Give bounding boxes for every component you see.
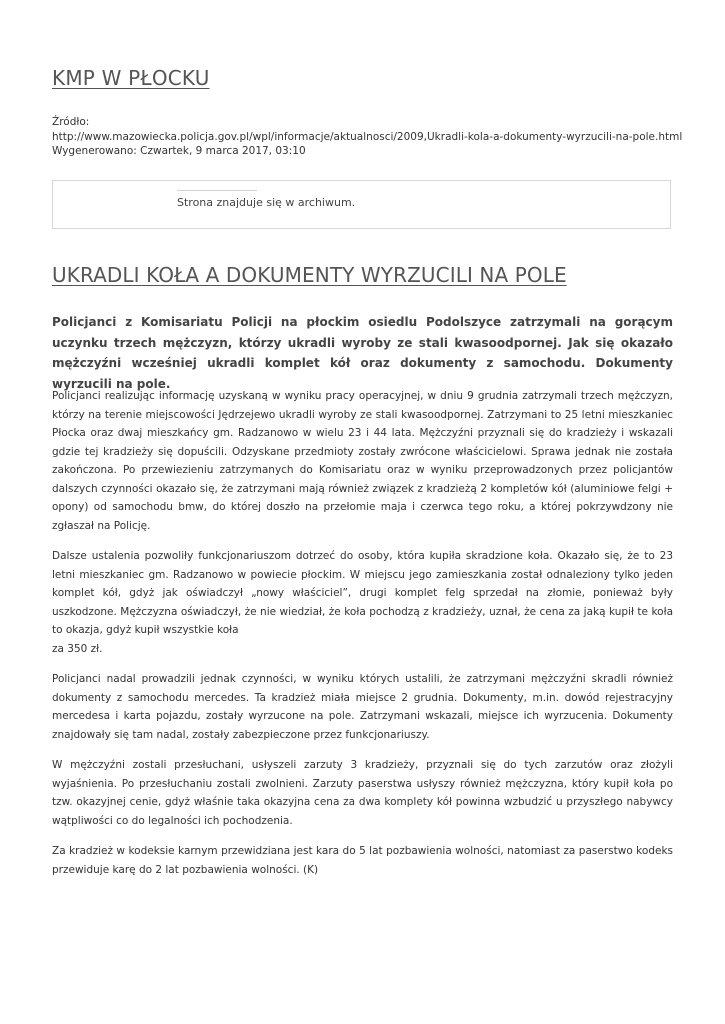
- archive-notice-box: [52, 180, 671, 229]
- generated-date: Wygenerowano: Czwartek, 9 marca 2017, 03:10: [52, 145, 306, 157]
- site-title[interactable]: KMP W PŁOCKU: [52, 66, 210, 90]
- article-body: [52, 387, 673, 891]
- paragraph: Za kradzież w kodeksie karnym przewidziana jest kara do 5 lat pozbawienia wolności, natomiast za paserstwo kodeks przewiduje karę do 2 lat pozbawienia wolności. (K): [52, 845, 673, 876]
- paragraph-price: za 350 zł.: [52, 642, 103, 655]
- paragraph: [52, 547, 673, 658]
- paragraph: W mężczyźni zostali przesłuchani, usłyszeli zarzuty 3 kradzieży, przyznali się do tych zarzutów oraz złożyli wyjaśnienia. Po przesłuchaniu zostali zwolnieni. Zarzuty paserstwa usłyszy również mężczyzna, który kupił koła po tzw. okazyjnej cenie, gdyż właśnie taka okazyjna cena za dwa komplety kół powinna wzbudzić u przyszłego nabywcy wątpliwości co do legalności ich pochodzenia.: [52, 759, 673, 827]
- article-lead: Policjanci z Komisariatu Policji na płockim osiedlu Podolszyce zatrzymali na gorącym uczynku trzech mężczyzn, którzy ukradli wyroby ze stali kwasoodpornej. Jak się okazało mężczyźni wcześniej ukradli komplet kół oraz dokumenty z samochodu. Dokumenty wyrzucili na pole.: [52, 315, 673, 391]
- article-title[interactable]: UKRADLI KOŁA A DOKUMENTY WYRZUCILI NA POLE: [52, 263, 567, 287]
- source-meta: [52, 115, 692, 159]
- source-url[interactable]: http://www.mazowiecka.policja.gov.pl/wpl/informacje/aktualnosci/2009,Ukradli-kola-a-dokumenty-wyrzucili-na-pole.html: [52, 130, 683, 143]
- source-label: Źródło:: [52, 116, 90, 128]
- paragraph: Policjanci realizując informację uzyskaną w wyniku pracy operacyjnej, w dniu 9 grudnia zatrzymali trzech mężczyzn, którzy na terenie miejscowości Jędrzejewo ukradli wyroby ze stali kwasoodpornej. Zatrzymani to 25 letni mieszkaniec Płocka oraz dwaj mieszkańcy gm. Radzanowo w wielu 23 i 44 lata. Mężczyźni przyznali się do kradzieży i wskazali gdzie tej kradzieży się dopuścili. Odzyskane przedmioty zostały zwrócone właścicielowi. Sprawa jednak nie została zakończona. Po przewiezieniu zatrzymanych do Komisariatu oraz w wyniku przeprowadzonych przez policjantów dalszych czynności okazało się, że zatrzymani mają również związek z kradzieżą 2 kompletów kół (aluminiowe felgi + opony) od samochodu bmw, do której doszło na przełomie maja i czerwca tego roku, a której pokrzywdzony nie zgłaszał na Policję.: [52, 390, 673, 532]
- paragraph-text: Dalsze ustalenia pozwoliły funkcjonariuszom dotrzeć do osoby, która kupiła skradzione koła. Okazało się, że to 23 letni mieszkaniec gm. Radzanowo w powiecie płockim. W miejscu jego zamieszkania został odnaleziony tylko jeden komplet kół, gdyż jak oświadczył „nowy właściciel”, drugi komplet felg sprzedał na złomie, ponieważ były uszkodzone. Mężczyzna oświadczył, że nie wiedział, że koła pochodzą z kradzieży, uznał, że cena za jaką kupił te koła to okazja, gdyż kupił wszystkie koła: [52, 550, 673, 636]
- archive-notice: Strona znajduje się w archiwum.: [177, 196, 356, 209]
- divider: [177, 190, 257, 191]
- paragraph: Policjanci nadal prowadzili jednak czynności, w wyniku których ustalili, że zatrzymani mężczyźni skradli również dokumenty z samochodu mercedes. Ta kradzież miała miejsce 2 grudnia. Dokumenty, m.in. dowód rejestracyjny mercedesa i karta pojazdu, zostały wyrzucone na pole. Zatrzymani wskazali, miejsce ich wyrzucenia. Dokumenty znajdowały się tam nadal, zostały zabezpieczone przez funkcjonariuszy.: [52, 673, 673, 741]
